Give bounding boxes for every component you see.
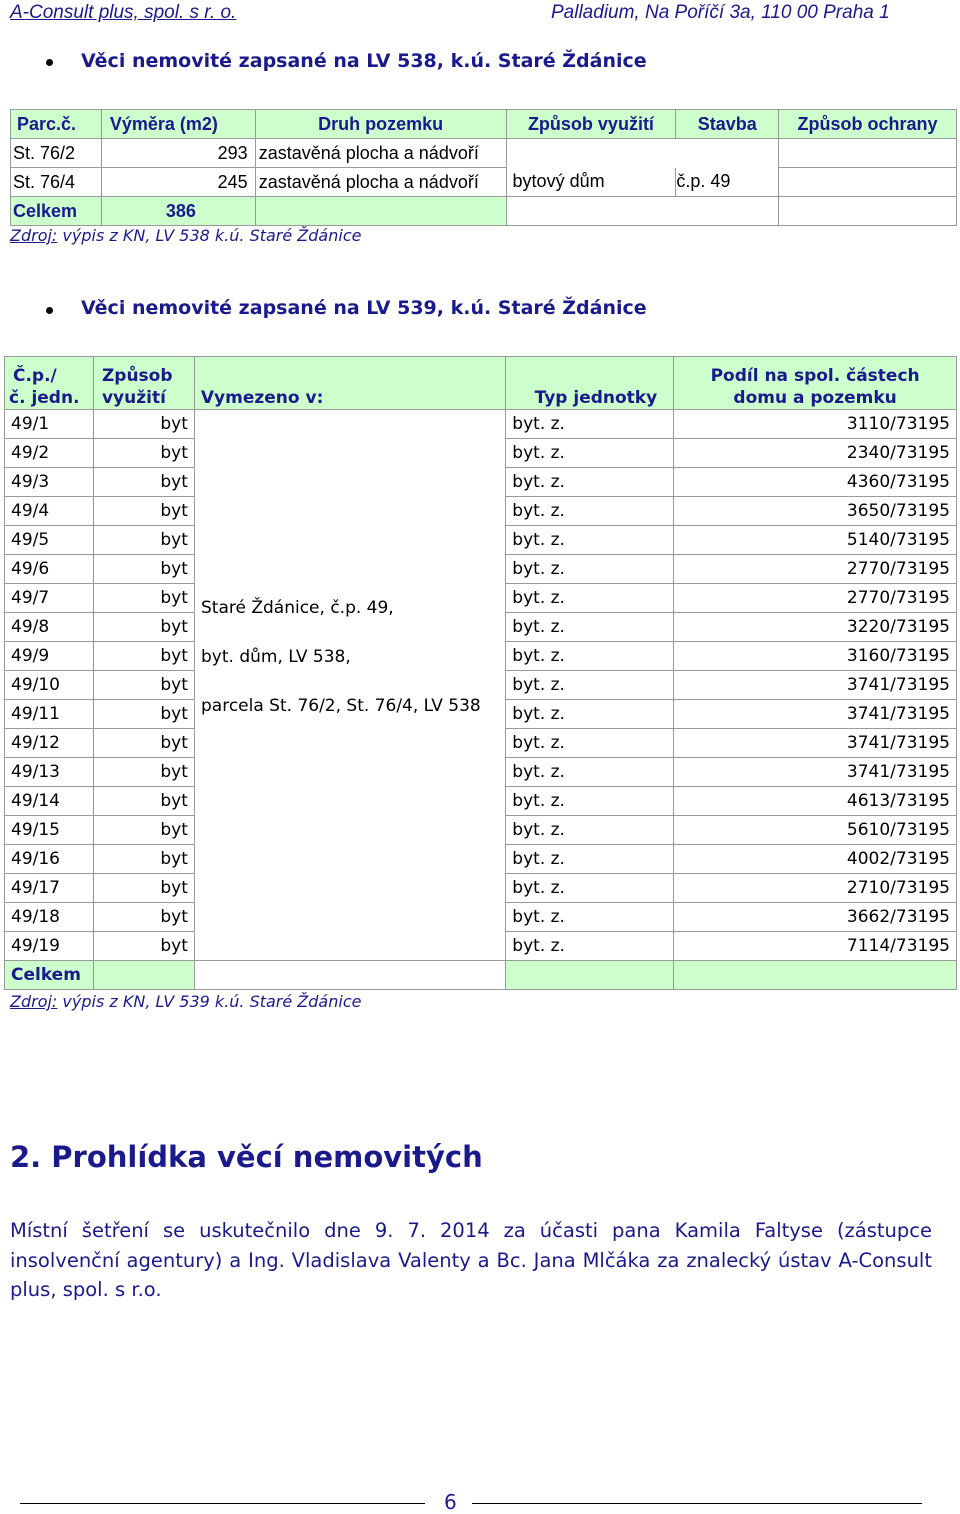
unit-type-cell: byt. z. <box>506 439 674 468</box>
unit-use-cell: byt <box>93 729 194 758</box>
land-type-cell: zastavěná plocha a nádvoří <box>255 139 506 168</box>
unit-id-cell: 49/2 <box>5 439 94 468</box>
defined-in-cell <box>194 874 505 903</box>
col-parcel-header: Parc.č. <box>11 110 102 139</box>
protection-cell <box>779 139 957 168</box>
unit-type-cell: byt. z. <box>506 758 674 787</box>
unit-use-cell: byt <box>93 787 194 816</box>
source-text: výpis z KN, LV 538 k.ú. Staré Ždánice <box>57 226 362 245</box>
lv538-header-row <box>11 110 957 139</box>
unit-use-cell: byt <box>93 439 194 468</box>
table-row <box>5 439 957 468</box>
col-use-header-line2: využití <box>101 388 166 408</box>
page-number: 6 <box>444 1490 457 1514</box>
unit-share-cell: 3741/73195 <box>674 671 957 700</box>
col-id-header-line2: č. jedn. <box>9 388 80 408</box>
source-note-lv538 <box>10 226 361 245</box>
unit-use-cell: byt <box>93 700 194 729</box>
lv539-total-row <box>5 961 957 990</box>
unit-share-cell: 3741/73195 <box>674 700 957 729</box>
section1-heading: Věci nemovité zapsané na LV 538, k.ú. Staré Ždánice <box>81 50 647 72</box>
table-row <box>5 584 957 613</box>
unit-type-cell: byt. z. <box>506 903 674 932</box>
defined-in-cell <box>194 787 505 816</box>
defined-in-cell <box>194 816 505 845</box>
unit-share-cell: 4002/73195 <box>674 845 957 874</box>
col-share-header-line2: domu a pozemku <box>733 388 897 408</box>
protection-cell <box>779 168 957 197</box>
unit-id-cell: 49/11 <box>5 700 94 729</box>
table-row <box>5 613 957 642</box>
defined-in-line1: Staré Ždánice, č.p. 49, <box>201 598 394 618</box>
unit-share-cell: 2710/73195 <box>674 874 957 903</box>
unit-id-cell: 49/16 <box>5 845 94 874</box>
unit-type-cell: byt. z. <box>506 874 674 903</box>
defined-in-cell <box>194 845 505 874</box>
table-row <box>5 845 957 874</box>
unit-type-cell: byt. z. <box>506 468 674 497</box>
table-row <box>5 758 957 787</box>
unit-use-cell: byt <box>93 845 194 874</box>
unit-id-cell: 49/7 <box>5 584 94 613</box>
unit-use-cell: byt <box>93 555 194 584</box>
defined-in-cell <box>194 497 505 526</box>
section3-heading: 2. Prohlídka věcí nemovitých <box>10 1140 483 1174</box>
unit-share-cell: 3650/73195 <box>674 497 957 526</box>
col-id-header-line1: Č.p./ <box>13 366 57 386</box>
unit-share-cell: 3741/73195 <box>674 758 957 787</box>
bullet-icon <box>46 307 53 314</box>
company-name: A-Consult plus, spol. s r. o. <box>10 2 237 23</box>
unit-type-cell: byt. z. <box>506 932 674 961</box>
unit-share-cell: 4613/73195 <box>674 787 957 816</box>
unit-id-cell: 49/17 <box>5 874 94 903</box>
unit-type-cell: byt. z. <box>506 613 674 642</box>
unit-type-cell: byt. z. <box>506 700 674 729</box>
col-protection-header: Způsob ochrany <box>779 110 957 139</box>
footer-rule-right <box>472 1503 922 1504</box>
company-address: Palladium, Na Poříčí 3a, 110 00 Praha 1 <box>551 2 890 23</box>
table-row <box>5 642 957 671</box>
lv538-table <box>10 109 957 226</box>
col-area-header: Výměra (m2) <box>101 110 255 139</box>
unit-share-cell: 3160/73195 <box>674 642 957 671</box>
unit-type-cell: byt. z. <box>506 584 674 613</box>
parcel-cell: St. 76/2 <box>11 139 102 168</box>
unit-use-cell: byt <box>93 758 194 787</box>
unit-type-cell: byt. z. <box>506 816 674 845</box>
unit-share-cell: 3741/73195 <box>674 729 957 758</box>
unit-id-cell: 49/5 <box>5 526 94 555</box>
unit-id-cell: 49/12 <box>5 729 94 758</box>
table-row <box>5 932 957 961</box>
defined-in-cell <box>194 526 505 555</box>
unit-share-cell: 5140/73195 <box>674 526 957 555</box>
unit-id-cell: 49/8 <box>5 613 94 642</box>
lv539-header-row <box>5 357 957 410</box>
col-unit-type-header: Typ jednotky <box>506 357 674 410</box>
table-row <box>5 787 957 816</box>
parcel-cell: St. 76/4 <box>11 168 102 197</box>
unit-use-cell: byt <box>93 526 194 555</box>
unit-id-cell: 49/14 <box>5 787 94 816</box>
unit-use-cell: byt <box>93 816 194 845</box>
lv539-table <box>4 356 957 990</box>
empty-cell <box>93 961 194 990</box>
table-row <box>5 497 957 526</box>
col-defined-header: Vymezeno v: <box>194 357 505 410</box>
defined-in-cell <box>194 468 505 497</box>
table-row <box>5 816 957 845</box>
defined-in-cell <box>194 903 505 932</box>
table-row <box>5 468 957 497</box>
unit-id-cell: 49/3 <box>5 468 94 497</box>
unit-use-cell: byt <box>93 932 194 961</box>
area-cell: 293 <box>101 139 255 168</box>
unit-share-cell: 3110/73195 <box>674 410 957 439</box>
empty-cell <box>506 197 779 226</box>
table-row <box>11 139 957 168</box>
unit-use-cell: byt <box>93 497 194 526</box>
unit-id-cell: 49/1 <box>5 410 94 439</box>
section2-heading: Věci nemovité zapsané na LV 539, k.ú. Staré Ždánice <box>81 297 647 319</box>
land-type-cell: zastavěná plocha a nádvoří <box>255 168 506 197</box>
defined-in-cell <box>194 758 505 787</box>
unit-id-cell: 49/6 <box>5 555 94 584</box>
table-row <box>5 555 957 584</box>
col-use-header: Způsob využití <box>506 110 676 139</box>
total-label: Celkem <box>5 961 94 990</box>
defined-in-cell <box>194 729 505 758</box>
unit-id-cell: 49/18 <box>5 903 94 932</box>
table-row <box>5 729 957 758</box>
unit-type-cell: byt. z. <box>506 642 674 671</box>
area-cell: 245 <box>101 168 255 197</box>
use-cell <box>506 139 779 168</box>
defined-in-cell <box>194 555 505 584</box>
col-share-header <box>674 357 957 410</box>
unit-share-cell: 2770/73195 <box>674 584 957 613</box>
empty-cell <box>194 961 505 990</box>
inspection-paragraph: Místní šetření se uskutečnilo dne 9. 7. 2014 za účasti pana Kamila Faltyse (zástupce insolvenční agentury) a Ing. Vladislava Valenty a Bc. Jana Mlčáka za znalecký ústav A-Consult plus, spol. s r.o. <box>10 1219 932 1301</box>
col-building-header: Stavba <box>676 110 779 139</box>
unit-id-cell: 49/15 <box>5 816 94 845</box>
unit-share-cell: 3220/73195 <box>674 613 957 642</box>
footer-rule-left <box>20 1503 425 1504</box>
unit-id-cell: 49/4 <box>5 497 94 526</box>
empty-cell <box>779 197 957 226</box>
unit-type-cell: byt. z. <box>506 497 674 526</box>
col-use-header <box>93 357 194 410</box>
table-row <box>5 874 957 903</box>
unit-share-cell: 2340/73195 <box>674 439 957 468</box>
unit-use-cell: byt <box>93 410 194 439</box>
col-id-header <box>5 357 94 410</box>
unit-use-cell: byt <box>93 613 194 642</box>
defined-in-cell <box>194 932 505 961</box>
unit-type-cell: byt. z. <box>506 555 674 584</box>
unit-share-cell: 4360/73195 <box>674 468 957 497</box>
empty-cell <box>674 961 957 990</box>
unit-use-cell: byt <box>93 642 194 671</box>
source-note-lv539 <box>10 992 361 1011</box>
col-land-type-header: Druh pozemku <box>255 110 506 139</box>
source-prefix: Zdroj: <box>10 992 58 1011</box>
unit-share-cell: 3662/73195 <box>674 903 957 932</box>
table-row <box>5 526 957 555</box>
unit-type-cell: byt. z. <box>506 845 674 874</box>
defined-in-line3: parcela St. 76/2, St. 76/4, LV 538 <box>201 696 481 716</box>
unit-type-cell: byt. z. <box>506 671 674 700</box>
unit-use-cell: byt <box>93 584 194 613</box>
unit-use-cell: byt <box>93 468 194 497</box>
unit-type-cell: byt. z. <box>506 787 674 816</box>
source-prefix: Zdroj: <box>10 226 58 245</box>
unit-share-cell: 7114/73195 <box>674 932 957 961</box>
unit-type-cell: byt. z. <box>506 410 674 439</box>
empty-cell <box>506 961 674 990</box>
defined-in-cell <box>194 410 505 439</box>
empty-cell <box>255 197 506 226</box>
unit-type-cell: byt. z. <box>506 526 674 555</box>
col-use-header-line1: Způsob <box>101 366 173 386</box>
unit-id-cell: 49/9 <box>5 642 94 671</box>
unit-share-cell: 2770/73195 <box>674 555 957 584</box>
col-share-header-line1: Podíl na spol. částech <box>710 366 920 386</box>
building-cell: č.p. 49 <box>676 168 779 197</box>
unit-id-cell: 49/10 <box>5 671 94 700</box>
total-value: 386 <box>101 197 255 226</box>
lv538-total-row <box>11 197 957 226</box>
defined-in-line2: byt. dům, LV 538, <box>201 647 351 667</box>
unit-use-cell: byt <box>93 874 194 903</box>
use-cell: bytový dům <box>506 168 676 197</box>
unit-type-cell: byt. z. <box>506 729 674 758</box>
table-row <box>5 903 957 932</box>
table-row <box>11 168 957 197</box>
unit-id-cell: 49/19 <box>5 932 94 961</box>
unit-id-cell: 49/13 <box>5 758 94 787</box>
total-label: Celkem <box>11 197 102 226</box>
bullet-icon <box>46 59 53 66</box>
defined-in-cell <box>194 439 505 468</box>
unit-use-cell: byt <box>93 903 194 932</box>
table-row <box>5 410 957 439</box>
source-text: výpis z KN, LV 539 k.ú. Staré Ždánice <box>57 992 362 1011</box>
unit-share-cell: 5610/73195 <box>674 816 957 845</box>
unit-use-cell: byt <box>93 671 194 700</box>
